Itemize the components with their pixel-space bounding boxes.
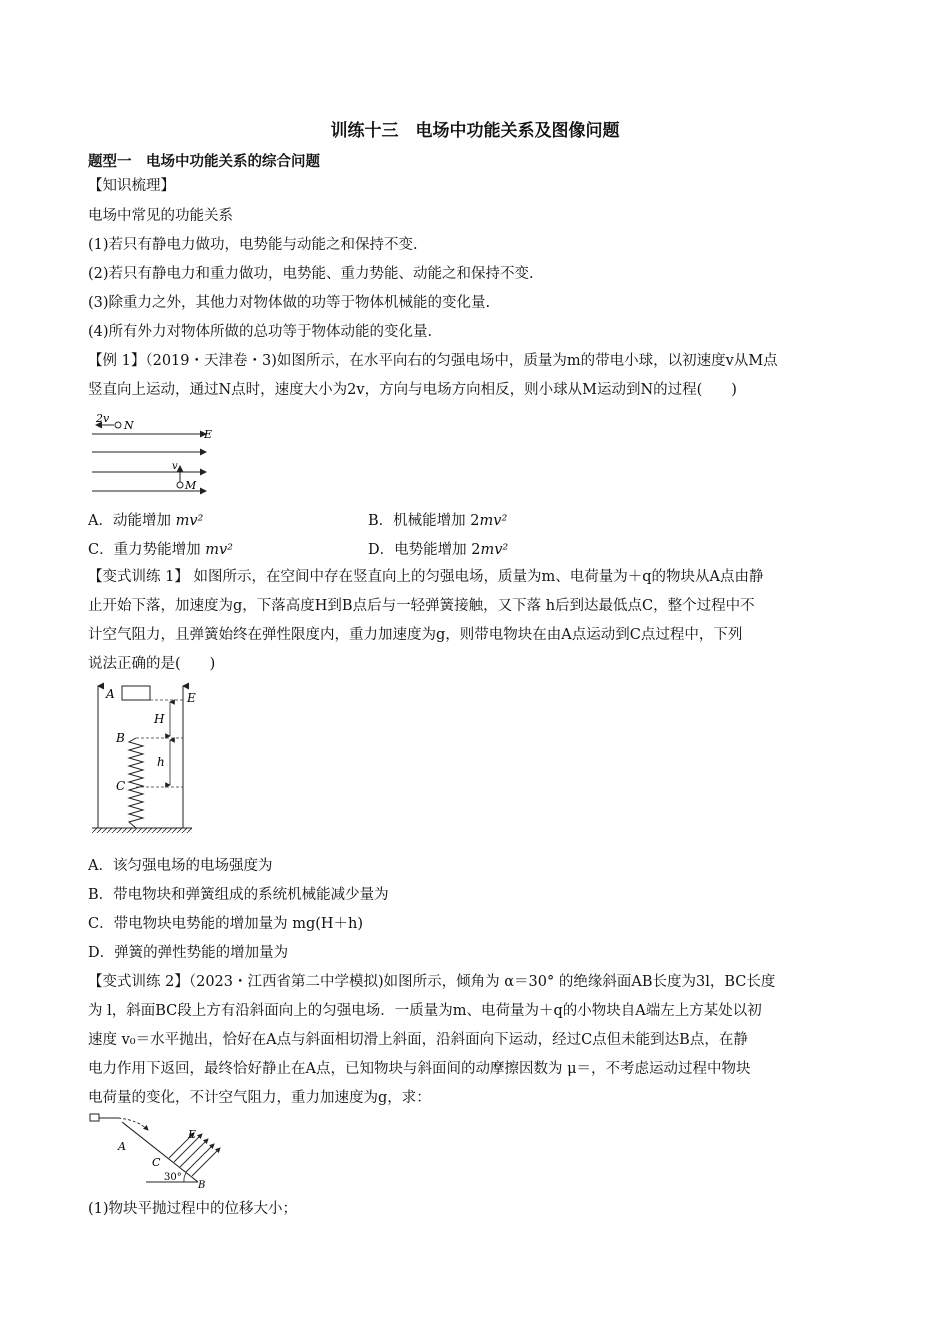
variant1-figure <box>88 682 208 842</box>
knowledge-item: (3)除重力之外，其他力对物体做的功等于物体机械能的变化量. <box>88 295 491 311</box>
variant1-option-b: B．带电物块和弹簧组成的系统机械能减少量为 <box>88 887 389 903</box>
label-b: B <box>198 1180 206 1190</box>
variant2-line4: 电力作用下返回，最终恰好静止在A点，已知物块与斜面间的动摩擦因数为 μ＝，不考虑运动过程中物块 <box>88 1061 751 1077</box>
variant1-tag: 【变式训练 1】 <box>88 569 189 585</box>
label-a: A <box>106 687 115 701</box>
knowledge-intro: 电场中常见的功能关系 <box>88 208 233 224</box>
section-heading: 题型一 电场中功能关系的综合问题 <box>88 154 320 170</box>
label-2v: 2v <box>96 412 110 425</box>
label-n: N <box>124 419 134 432</box>
label-h-upper: H <box>154 712 165 726</box>
label-v: v <box>172 461 178 472</box>
example1-option-a: A．动能增加 mv² <box>88 513 204 529</box>
label-angle: 30° <box>164 1172 182 1183</box>
variant1-line1: 【变式训练 1】 如图所示，在空间中存在竖直向上的匀强电场，质量为m、电荷量为＋q的物块从A点由静 <box>88 569 764 585</box>
example1-option-b: B．机械能增加 2mv² <box>368 513 508 529</box>
variant1-option-a: A．该匀强电场的电场强度为 <box>88 858 273 874</box>
example1-figure <box>88 408 228 498</box>
variant1-line3: 计空气阻力，且弹簧始终在弹性限度内，重力加速度为g，则带电物块在由A点运动到C点过程中，下列 <box>88 627 743 643</box>
variant1-line4: 说法正确的是( ) <box>88 656 216 672</box>
spring <box>129 738 143 828</box>
label-e: E <box>204 428 213 441</box>
example1-option-d: D．电势能增加 2mv² <box>368 542 509 558</box>
example1-line2: 竖直向上运动，通过N点时，速度大小为2v，方向与电场方向相反，则小球从M运动到N的过程( ) <box>88 382 737 398</box>
page-title: 训练十三 电场中功能关系及图像问题 <box>330 121 620 141</box>
example1-option-c: C．重力势能增加 mv² <box>88 542 233 558</box>
variant2-line1: 【变式训练 2】（2023・江西省第二中学模拟)如图所示，倾角为 α＝30° 的绝缘斜面AB长度为3l，BC长度 <box>88 974 776 990</box>
example1-line1 <box>88 351 778 371</box>
label-m: M <box>185 479 197 492</box>
label-a: A <box>118 1140 126 1153</box>
label-e: E <box>187 691 196 705</box>
knowledge-item: (1)若只有静电力做功，电势能与动能之和保持不变. <box>88 237 418 253</box>
label-h-lower: h <box>157 755 165 769</box>
variant1-line2: 止开始下落，加速度为g，下落高度H到B点后与一轻弹簧接触，又下落 h后到达最低点C，整个过程中不 <box>88 598 755 614</box>
example1-text: （2019・天津卷・3)如图所示，在水平向右的匀强电场中，质量为m的带电小球，以初速度v从M点 <box>145 353 778 369</box>
example1-tag: 【例 1】 <box>88 353 146 369</box>
variant2-question1: (1)物块平抛过程中的位移大小； <box>88 1201 298 1217</box>
label-e: E <box>188 1128 197 1141</box>
variant2-line5: 电荷量的变化，不计空气阻力，重力加速度为g，求： <box>88 1090 431 1106</box>
knowledge-header: 【知识梳理】 <box>88 178 175 194</box>
label-c: C <box>116 779 126 793</box>
knowledge-item: (4)所有外力对物体所做的总功等于物体动能的变化量. <box>88 324 433 340</box>
variant1-option-d: D．弹簧的弹性势能的增加量为 <box>88 945 289 961</box>
label-c: C <box>152 1156 161 1169</box>
variant2-figure <box>86 1110 236 1190</box>
variant1-option-c: C．带电物块电势能的增加量为 mg(H＋h) <box>88 916 364 932</box>
variant2-line2: 为 l，斜面BC段上方有沿斜面向上的匀强电场．一质量为m、电荷量为＋q的小物块自A端左上方某处以初 <box>88 1003 762 1019</box>
knowledge-item: (2)若只有静电力和重力做功，电势能、重力势能、动能之和保持不变. <box>88 266 534 282</box>
label-b: B <box>116 731 125 745</box>
variant2-line3: 速度 v₀＝水平抛出，恰好在A点与斜面相切滑上斜面，沿斜面向下运动，经过C点但未能到达B点，在静 <box>88 1032 748 1048</box>
variant2-tag: 【变式训练 2】 <box>88 974 189 990</box>
